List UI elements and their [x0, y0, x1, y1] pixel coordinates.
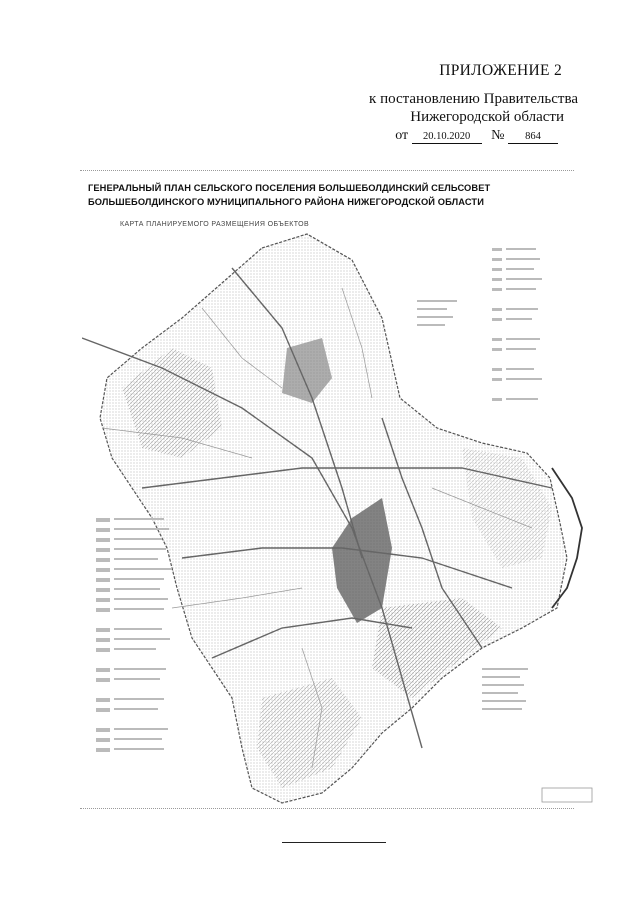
legend-left — [96, 518, 172, 752]
resolution-line: к постановлению Правительства — [369, 91, 578, 107]
map-title-line-2: БОЛЬШЕБОЛДИНСКОГО МУНИЦИПАЛЬНОГО РАЙОНА НИЖЕГОРОДСКОЙ ОБЛАСТИ — [88, 197, 484, 207]
legend-right — [417, 248, 542, 401]
map-title-line-1: ГЕНЕРАЛЬНЫЙ ПЛАН СЕЛЬСКОГО ПОСЕЛЕНИЯ БОЛЬШЕБОЛДИНСКИЙ СЕЛЬСОВЕТ — [88, 183, 491, 193]
number-label: № — [491, 128, 505, 143]
closing-rule — [282, 842, 386, 843]
number-field: 864 — [508, 130, 558, 144]
map-subtitle: КАРТА ПЛАНИРУЕМОГО РАЗМЕЩЕНИЯ ОБЪЕКТОВ — [120, 221, 310, 228]
general-plan-map — [82, 228, 602, 806]
legend-bottom-right — [482, 668, 592, 802]
region-line: Нижегородской области — [410, 109, 564, 125]
appendix-label: ПРИЛОЖЕНИЕ 2 — [439, 62, 562, 79]
top-dotted-rule — [80, 170, 574, 171]
date-number-line — [395, 127, 558, 145]
date-field: 20.10.2020 — [412, 130, 482, 144]
from-label: от — [395, 128, 409, 143]
bottom-dotted-rule — [80, 808, 574, 809]
